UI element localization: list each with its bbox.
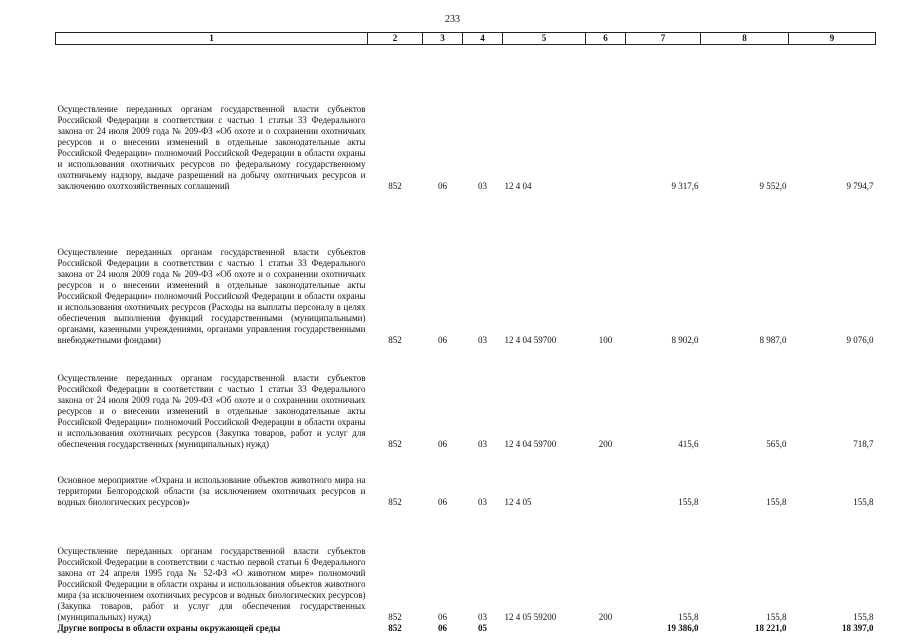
amount-year-1: 19 386,0 [667,623,699,633]
table-row [56,192,876,346]
subsection-code: 03 [478,439,487,449]
section-code: 06 [438,439,447,449]
table-header-row [56,33,876,45]
row-description: Основное мероприятие «Охрана и использование объектов животного мира на территории Белгородской области (за исключением охотничьих ресурсов и водных биологических ресурсов)» [57,475,366,507]
ministry-code: 852 [388,181,402,191]
target-article-code: 12 4 04 59700 [504,439,557,449]
target-article-code: 12 4 05 [504,497,532,507]
amount-year-1: 155,8 [678,612,699,622]
amount-year-2: 9 552,0 [759,181,787,191]
table-row [56,346,876,450]
amount-year-2: 8 987,0 [759,335,787,345]
subsection-code: 03 [478,335,487,345]
expense-type-code: 100 [598,335,613,345]
expense-type-code [586,623,626,634]
target-article-code: 12 4 05 59200 [504,612,557,622]
amount-year-3: 155,8 [853,497,874,507]
ministry-code: 852 [388,623,402,633]
ministry-code: 852 [388,439,402,449]
table-row [56,450,876,508]
section-code: 06 [438,497,447,507]
table-row [56,508,876,623]
amount-year-1: 415,6 [678,439,699,449]
expense-type-code: 200 [598,439,613,449]
amount-year-2: 155,8 [766,497,787,507]
row-description: Осуществление переданных органам государственной власти субъектов Российской Федерации в соответствии с частью 1 статьи 33 Федерального закона от 24 июля 2009 года № 209-ФЗ «Об охоте и о сохранении охотничьих ресурсов и о внесении изменений в отдельные законодательные акты Российской Федерации» полномочий Российской Федерации в области охраны и использования охотничьих ресурсов (Расходы на выплаты персоналу в целях обеспечения выполнения функций государственными (муниципальными) органами, казенными учреждениями, органами управления государственными внебюджетными фондами) [57,247,366,345]
column-header: 7 [626,33,701,45]
subsection-code: 03 [478,612,487,622]
column-header: 4 [463,33,503,45]
row-description: Осуществление переданных органам государственной власти субъектов Российской Федерации в соответствии с частью 1 статьи 33 Федерального закона от 24 июля 2009 года № 209-ФЗ «Об охоте и о сохранении охотничьих ресурсов и о внесении изменений в отдельные законодательные акты Российской Федерации» полномочий Российской Федерации в области охраны и использования охотничьих ресурсов (Закупка товаров, работ и услуг для обеспечения государственных (муниципальных) нужд) [57,373,366,449]
column-header: 1 [56,33,368,45]
column-header: 5 [503,33,586,45]
amount-year-3: 9 794,7 [846,181,874,191]
budget-table [55,32,876,634]
row-description: Осуществление переданных органам государственной власти субъектов Российской Федерации в соответствии с частью первой статьи 6 Федерального закона от 24 апреля 1995 года № 52-ФЗ «О животном мире» полномочий Российской Федерации в области охраны и использования объектов животного мира (за исключением охотничьих ресурсов и водных биологических ресурсов) (Закупка товаров, работ и услуг для обеспечения государственных (муниципальных) нужд) [57,546,366,622]
column-header: 6 [586,33,626,45]
column-header: 2 [368,33,423,45]
expense-type-code [586,45,626,193]
amount-year-2: 18 221,0 [755,623,787,633]
subsection-code: 05 [478,623,487,633]
section-code: 06 [438,623,447,633]
amount-year-3: 155,8 [853,612,874,622]
table-row [56,623,876,634]
section-code: 06 [438,612,447,622]
ministry-code: 852 [388,335,402,345]
row-description: Другие вопросы в области охраны окружающей среды [57,623,281,633]
column-header: 9 [789,33,876,45]
column-header: 8 [701,33,789,45]
column-header: 3 [423,33,463,45]
amount-year-2: 155,8 [766,612,787,622]
amount-year-3: 718,7 [853,439,874,449]
amount-year-3: 18 397,0 [842,623,874,633]
section-code: 06 [438,181,447,191]
row-description: Осуществление переданных органам государственной власти субъектов Российской Федерации в соответствии с частью 1 статьи 33 Федерального закона от 24 июля 2009 года № 209-ФЗ «Об охоте и о сохранении охотничьих ресурсов и о внесении изменений в отдельные законодательные акты Российской Федерации» полномочий Российской Федерации в области охраны и использования охотничьих ресурсов по федеральному государственному охотничьему надзору, выдаче разрешений на добычу охотничьих ресурсов и заключению охотхозяйственных соглашений [57,104,366,191]
subsection-code: 03 [478,181,487,191]
amount-year-1: 155,8 [678,497,699,507]
ministry-code: 852 [388,497,402,507]
amount-year-1: 9 317,6 [671,181,699,191]
ministry-code: 852 [388,612,402,622]
amount-year-3: 9 076,0 [846,335,874,345]
target-article-code: 12 4 04 59700 [504,335,557,345]
target-article-code: 12 4 04 [504,181,532,191]
page-number: 233 [445,14,460,25]
expense-type-code [586,450,626,508]
section-code: 06 [438,335,447,345]
amount-year-1: 8 902,0 [671,335,699,345]
expense-type-code: 200 [598,612,613,622]
table-row [56,45,876,193]
target-article-code [503,623,586,634]
subsection-code: 03 [478,497,487,507]
amount-year-2: 565,0 [766,439,787,449]
